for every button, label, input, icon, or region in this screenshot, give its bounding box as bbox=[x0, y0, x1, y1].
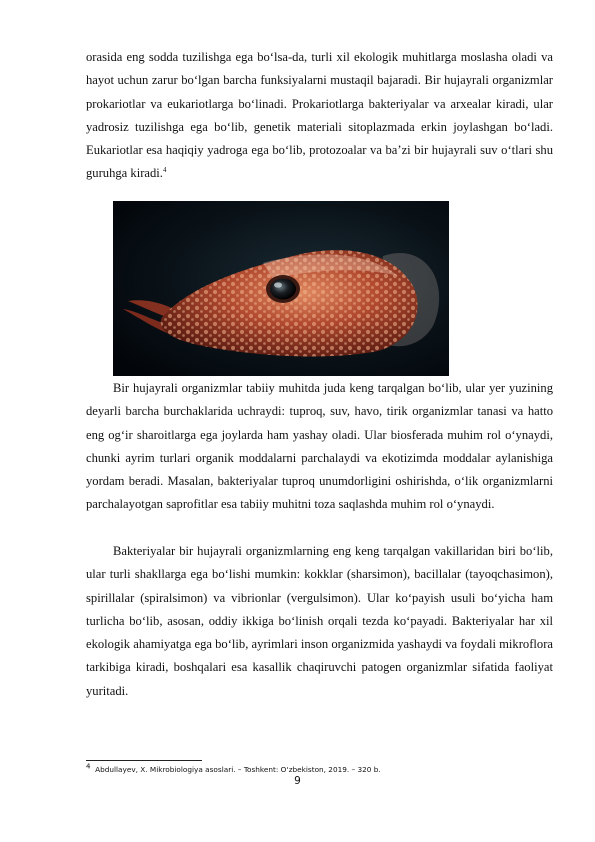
footnote bbox=[86, 762, 556, 775]
squid-photo bbox=[113, 201, 449, 376]
footnote-divider bbox=[86, 760, 202, 761]
paragraph-2: Bir hujayrali organizmlar tabiiy muhitda juda keng tarqalgan bo‘lib, ular yer yuzining deyarli barcha burchaklarida uchraydi: tuproq, suv, havo, tirik organizmlar tanasi va hatto eng og‘ir sharoitlarga ega joylarda ham yashay oladi. Ular biosferada muhim rol o‘ynaydi, chunki ayrim turlari organik moddalarni parchalaydi va ekotizimda moddalar aylanishiga yordam beradi. Masalan, bakteriyalar tuproq unumdorligini oshirishda, o‘lik organizmlarni parchalayotgan saprofitlar esa tabiiy muhitni toza saqlashda muhim rol o‘ynaydi. bbox=[86, 381, 553, 512]
page-number: 9 bbox=[294, 775, 301, 787]
paragraph-1 bbox=[86, 46, 553, 186]
paragraph-3: Bakteriyalar bir hujayrali organizmlarning eng keng tarqalgan vakillaridan biri bo‘lib, ular turli shakllarga ega bo‘lishi mumkin: kokklar (sharsimon), bacillalar (tayoqchasimon), spirillalar (spiralsimon) va vibrionlar (vergulsimon). Ular ko‘payish usuli bo‘yicha ham turlicha bo‘lib, asosan, oddiy ikkiga bo‘linish orqali tezda ko‘payadi. Bakteriyalar har xil ekologik ahamiyatga ega bo‘lib, ayrimlari inson organizmida yashaydi va foydali mikroflora tarkibiga kiradi, boshqalari esa kasallik chaqiruvchi patogen organizmlar sifatida faoliyat yuritadi. bbox=[86, 544, 553, 698]
footnote-number: 4 bbox=[86, 762, 91, 771]
footnote-text: Abdullayev, X. Mikrobiologiya asoslari. – Toshkent: O‘zbekiston, 2019. – 320 b. bbox=[95, 765, 381, 774]
paragraph-1-text: orasida eng sodda tuzilishga ega bo‘lsa-da, turli xil ekologik muhitlarga moslasha oladi va hayot uchun zarur bo‘lgan barcha funksiyalarni mustaqil bajaradi. Bir hujayrali organizmlar prokariotlar va eukariotlarga bo‘linadi. Prokariotlarga bakteriyalar va arxealar kiradi, ular yadrosiz tuzilishga ega bo‘lib, genetik materiali sitoplazmada erkin joylashgan bo‘ladi. Eukariotlar esa haqiqiy yadroga ega bo‘lib, protozoalar va ba’zi bir hujayrali suv o‘tlari shu guruhga kiradi. bbox=[86, 50, 553, 181]
footnote-reference: 4 bbox=[162, 166, 167, 175]
squid-image bbox=[113, 201, 449, 376]
